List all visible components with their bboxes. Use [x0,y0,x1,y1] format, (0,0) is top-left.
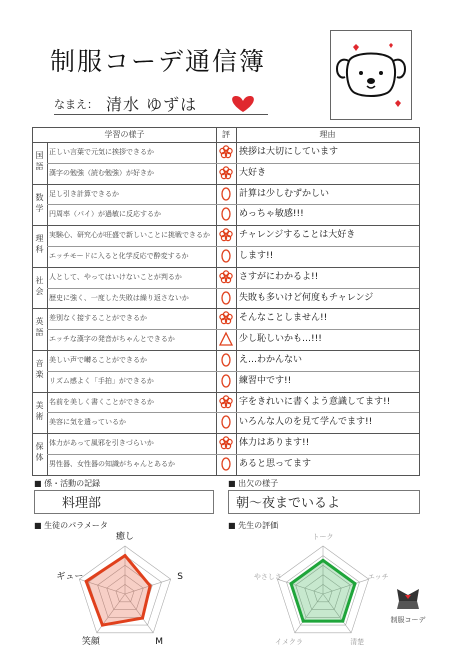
reason-text: え…わかんない [239,355,303,365]
reason-text: 練習中です!! [239,375,292,386]
radar-axis-label: 癒し [115,532,135,542]
reason-text: 大好き [239,167,267,178]
item-text: リズム感よく「手拍」ができるか [49,376,154,385]
reason-text: 計算は少しむずかしい [239,188,330,199]
name-label: なまえ： [54,98,98,111]
flower-mark-icon [218,165,234,182]
item-text: 人として、やってはいけないことが判るか [49,272,182,281]
subject-label: 英語 [35,317,44,338]
item-text: 歴史に強く、一度した失敗は繰り返さないか [49,293,189,302]
circle-mark-icon [218,248,234,265]
subject-label: 数学 [35,192,44,213]
item-text: 体力があって風邪を引きづらいか [49,439,154,448]
club-value: 料理部 [62,496,102,511]
item-text: 美しい声で囀ることができるか [49,356,147,364]
name-value: 清水 ゆずは [106,95,198,114]
radar-value-polygon [291,560,355,621]
item-text: 漢字の勉強（読む勉強）が好きか [49,168,154,177]
radar-value-point [341,620,344,623]
reason-text: いろんな人のを見て学んでます!! [239,417,373,428]
attendance-value: 朝〜夜までいるよ [236,496,341,511]
radar-axis-label: M [155,636,163,647]
item-text: 実験心、研究心が旺盛で新しいことに挑戦できるか [49,231,210,240]
reason-text: あると思ってます [239,459,312,469]
circle-mark-icon [218,206,234,223]
radar-axis-label: イメクラ [274,637,303,646]
teacher-eval-label: ■ 先生の評価 [228,521,279,530]
flower-mark-icon [218,394,234,411]
circle-mark-icon [218,373,234,390]
circle-mark-icon [218,352,234,369]
radar-value-point [101,624,104,627]
uniform-logo-icon [393,585,423,611]
item-text: 男性器、女性器の知識がちゃんとあるか [49,460,175,468]
page-title: 制服コーデ通信簿 [50,47,267,76]
reason-text: します!! [239,251,274,261]
subject-label: 音楽 [35,359,44,379]
reason-text: そんなことしません!! [239,313,328,324]
flower-mark-icon [218,435,234,452]
item-text: 円周率（パイ）が過敏に反応するか [49,210,161,219]
item-text: 差別なく接することができるか [49,314,147,323]
radar-value-point [353,582,356,585]
subject-label: 国語 [35,151,44,171]
item-text: 美容に気を遣っているか [49,418,126,427]
reason-text: さすがにわかるよ!! [239,271,319,282]
reason-text: めっちゃ敏感!!! [239,209,304,220]
student-radar-chart [30,530,220,648]
circle-mark-icon [218,290,234,307]
circle-mark-icon [218,414,234,431]
flower-mark-icon [218,310,234,327]
item-text: エッチな漢字の発音がちゃんとできるか [49,335,175,344]
radar-axis-label: 清楚 [350,637,365,646]
radar-value-point [124,554,127,557]
club-box [34,490,214,514]
logo [383,585,433,625]
attendance-label: ■ 出欠の様子 [228,479,279,488]
radar-axis-label: エッチ [367,573,389,582]
radar-axis-label: やさしさ [253,573,282,582]
club-label: ■ 係・活動の記録 [34,479,101,488]
flower-mark-icon [218,144,234,161]
reason-text: チャレンジすることは大好き [239,230,356,241]
triangle-mark-icon [218,331,234,348]
radar-axis-label: ギュー [56,572,84,583]
radar-value-point [85,580,88,583]
radar-value-point [141,617,144,620]
evaluation-table [32,127,420,476]
logo-text: 制服コーデ [390,616,426,624]
name-row [54,92,268,115]
radar-axis-label: 笑顔 [81,636,100,647]
subject-label: 美術 [35,400,44,421]
header-reason: 理由 [236,128,419,143]
radar-value-point [290,582,293,585]
header-learning: 学習の様子 [33,128,216,143]
flower-mark-icon [218,227,234,244]
dog-face-icon [331,31,411,119]
radar-value-polygon [86,556,150,625]
reason-text: 失敗も多いけど何度もチャレンジ [239,292,374,303]
item-text: 正しい言葉で元気に挨拶できるか [49,148,154,156]
subject-label: 保体 [35,442,44,463]
radar-value-point [302,620,305,623]
radar-value-point [322,559,325,562]
radar-axis-label: トーク [312,533,334,541]
item-text: エッチモードに入ると化学反応で酔変するか [49,252,189,260]
heart-icon [226,94,260,114]
student-params-label: ■ 生徒のパラメータ [34,521,108,530]
flower-mark-icon [218,269,234,286]
header-grade: 評 [216,128,236,143]
radar-axis-label: S [177,572,184,583]
reason-text: 字をきれいに書くよう意識してます!! [239,396,391,407]
subject-label: 社会 [35,275,44,296]
reason-text: 体力はあります!! [239,438,310,449]
reason-text: 挨拶は大切にしています [239,147,339,157]
item-text: 名前を美しく書くことができるか [49,397,154,406]
item-text: 足し引き計算できるか [49,189,119,198]
subject-label: 理科 [35,234,44,255]
circle-mark-icon [218,186,234,203]
circle-mark-icon [218,456,234,473]
dog-drawing-box [330,30,412,120]
reason-text: 少し恥しいかも…!!! [239,334,322,345]
radar-value-point [149,584,152,587]
